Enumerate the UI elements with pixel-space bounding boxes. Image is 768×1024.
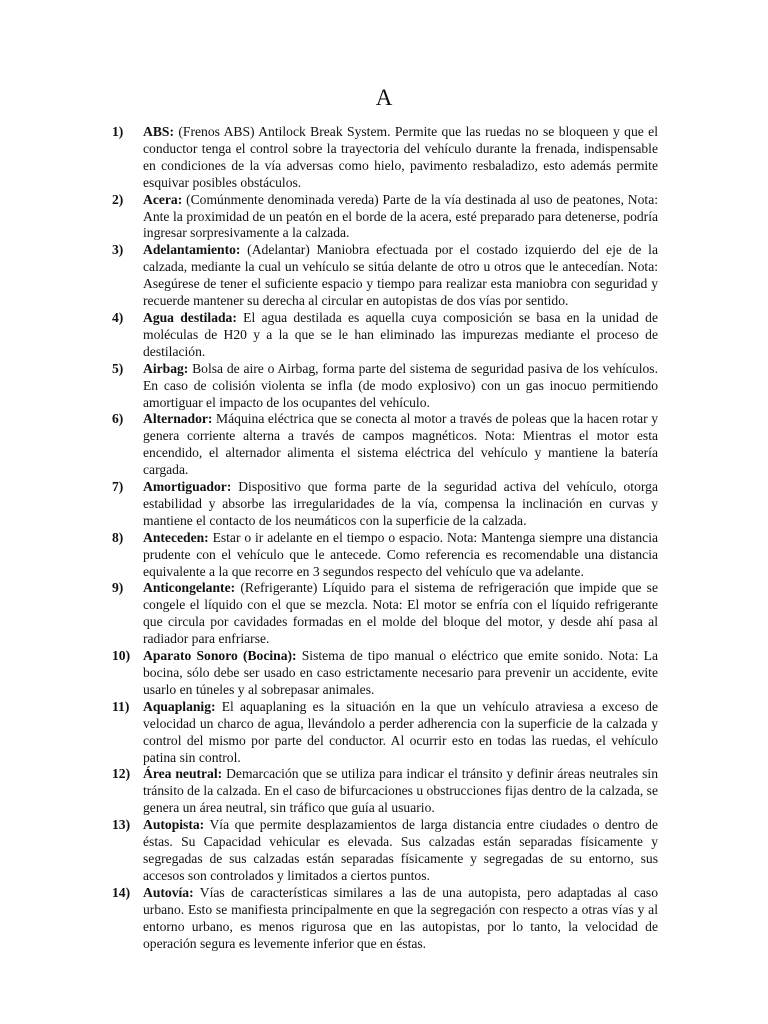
entry-definition: El agua destilada es aquella cuya composición se basa en la unidad de moléculas de H20 y a la que se le han eliminado las impurezas mediante el proceso de destilación. bbox=[143, 309, 658, 359]
entry-definition: (Refrigerante) Líquido para el sistema de refrigeración que impide que se congele el líquido con el que se mezcla. Nota: El motor se enfría con el líquido refrigerante que circula por cavidades formadas en el molde del bloque del motor, y desde ahí pasa al radiador para enfriarse. bbox=[143, 580, 658, 647]
glossary-entry bbox=[112, 885, 658, 953]
glossary-entry bbox=[112, 648, 658, 699]
entry-number: 7) bbox=[112, 479, 124, 495]
entry-number: 8) bbox=[112, 529, 124, 545]
entry-definition: Vía que permite desplazamientos de larga distancia entre ciudades o dentro de éstas. Su Capacidad vehicular es elevada. Sus calzadas están separadas físicamente y segregadas de sus calzadas están separadas físicamente y segregadas de su entorno, sus accesos son controlados y limitados a ciertos puntos. bbox=[143, 817, 658, 883]
entry-term: Adelantamiento: bbox=[143, 242, 241, 258]
entry-term: Aquaplanig: bbox=[143, 698, 216, 714]
glossary-entry bbox=[112, 411, 658, 479]
glossary-entry bbox=[112, 479, 658, 530]
entry-definition: Estar o ir adelante en el tiempo o espacio. Nota: Mantenga siempre una distancia prudente con el vehículo que le antecede. Como referencia es recomendable una distancia equivalente a la que recorre en 3 segundos respecto del vehículo que va adelante. bbox=[143, 529, 659, 579]
glossary-entry bbox=[112, 530, 658, 581]
entry-number: 1) bbox=[112, 124, 124, 139]
entry-definition: Máquina eléctrica que se conecta al motor a través de poleas que la hacen rotar y genera corriente alterna a través de campos magnéticos. Nota: Mientras el motor esta encendido, el alternador alimenta el sistema eléctrica del vehículo y mantiene la batería cargada. bbox=[143, 411, 659, 478]
glossary-entry bbox=[112, 242, 658, 310]
glossary-entry bbox=[112, 310, 658, 361]
entry-definition: El aquaplaning es la situación en la que un vehículo atraviesa a exceso de velocidad un charco de agua, llevándolo a perder adherencia con la superficie de la calzada y control del mismo por parte del conductor. Al ocurrir esto en todas las ruedas, el vehículo patina sin control. bbox=[143, 698, 658, 765]
entry-definition: Bolsa de aire o Airbag, forma parte del sistema de seguridad pasiva de los vehículos. En caso de colisión violenta se infla (de modo explosivo) con un gas inocuo permitiendo amortiguar el impacto de los ocupantes del vehículo. bbox=[143, 360, 658, 410]
entry-number: 12) bbox=[112, 766, 131, 782]
entry-number: 4) bbox=[112, 309, 124, 325]
entry-term: Alternador: bbox=[143, 411, 213, 427]
entry-term: Amortiguador: bbox=[143, 479, 232, 495]
glossary-entry bbox=[112, 699, 658, 767]
entry-term: Área neutral: bbox=[143, 766, 223, 782]
entry-definition: (Adelantar) Maniobra efectuada por el costado izquierdo del eje de la calzada, mediante la cual un vehículo se sitúa delante de otro u otros que le antecedían. Nota: Asegúrese de tener el suficiente espacio y tiempo para realizar esta maniobra con seguridad y recuerde mantener su derecha al circular en autopistas de dos vías por sentido. bbox=[143, 242, 658, 309]
glossary-entry bbox=[112, 766, 658, 817]
entry-term: Aparato Sonoro (Bocina): bbox=[143, 648, 297, 664]
glossary-entry bbox=[112, 580, 658, 648]
entry-number: 3) bbox=[112, 242, 124, 258]
glossary-entry bbox=[112, 817, 658, 885]
entry-number: 5) bbox=[112, 360, 124, 376]
entry-definition: (Frenos ABS) Antilock Break System. Permite que las ruedas no se bloqueen y que el conductor tenga el control sobre la trayectoria del vehículo durante la frenada, indispensable en condiciones de la vía adversas como hielo, pavimento resbaladizo, esto además permite esquivar posibles obstáculos. bbox=[143, 124, 658, 190]
glossary-entry bbox=[112, 124, 658, 192]
entry-term: Airbag: bbox=[143, 360, 189, 376]
entry-number: 9) bbox=[112, 580, 124, 596]
entry-definition: Vías de características similares a las de una autopista, pero adaptadas al caso urbano. Esto se manifiesta principalmente en que la segregación con respecto a otras vías y al entorno urbano, es menos rigurosa que en las autopistas, por lo tanto, la velocidad de operación segura es levemente inferior que en éstas. bbox=[143, 884, 658, 951]
entry-term: Autovía: bbox=[143, 884, 194, 900]
entry-term: Acera: bbox=[143, 191, 183, 207]
entry-definition: Demarcación que se utiliza para indicar el tránsito y definir áreas neutrales sin tránsito de la calzada. En el caso de bifurcaciones u obstrucciones fijas dentro de la calzada, se genera un área neutral, sin tráfico que guía al usuario. bbox=[143, 766, 658, 816]
section-letter-heading: A bbox=[375, 85, 393, 110]
glossary-entry bbox=[112, 361, 658, 412]
entry-term: Anticongelante: bbox=[143, 580, 236, 596]
entry-term: Anteceden: bbox=[143, 529, 209, 545]
entry-number: 13) bbox=[112, 817, 131, 833]
entry-term: ABS: bbox=[143, 124, 174, 139]
entry-number: 6) bbox=[112, 411, 124, 427]
entry-number: 10) bbox=[112, 648, 131, 664]
entry-number: 14) bbox=[112, 884, 131, 900]
entry-definition: (Comúnmente denominada vereda) Parte de la vía destinada al uso de peatones, Nota: Ante la proximidad de un peatón en el borde de la acera, esté preparado para detenerse, podría ingresar sorpresivamente a la calzada. bbox=[143, 191, 659, 241]
entry-term: Agua destilada: bbox=[143, 309, 237, 325]
entry-definition: Dispositivo que forma parte de la seguridad activa del vehículo, otorga estabilidad y absorbe las irregularidades de la vía, compensa la inclinación en curvas y mantiene el contacto de los neumáticos con la superficie de la calzada. bbox=[143, 479, 658, 528]
glossary-list bbox=[112, 124, 658, 952]
entry-definition: Sistema de tipo manual o eléctrico que emite sonido. Nota: La bocina, sólo debe ser usado en caso estrictamente necesario para prevenir un accidente, evite usarlo en túneles y al sobrepasar animales. bbox=[143, 648, 658, 697]
entry-term: Autopista: bbox=[143, 817, 205, 833]
glossary-entry bbox=[112, 192, 658, 243]
entry-number: 2) bbox=[112, 191, 124, 207]
entry-number: 11) bbox=[112, 698, 130, 714]
